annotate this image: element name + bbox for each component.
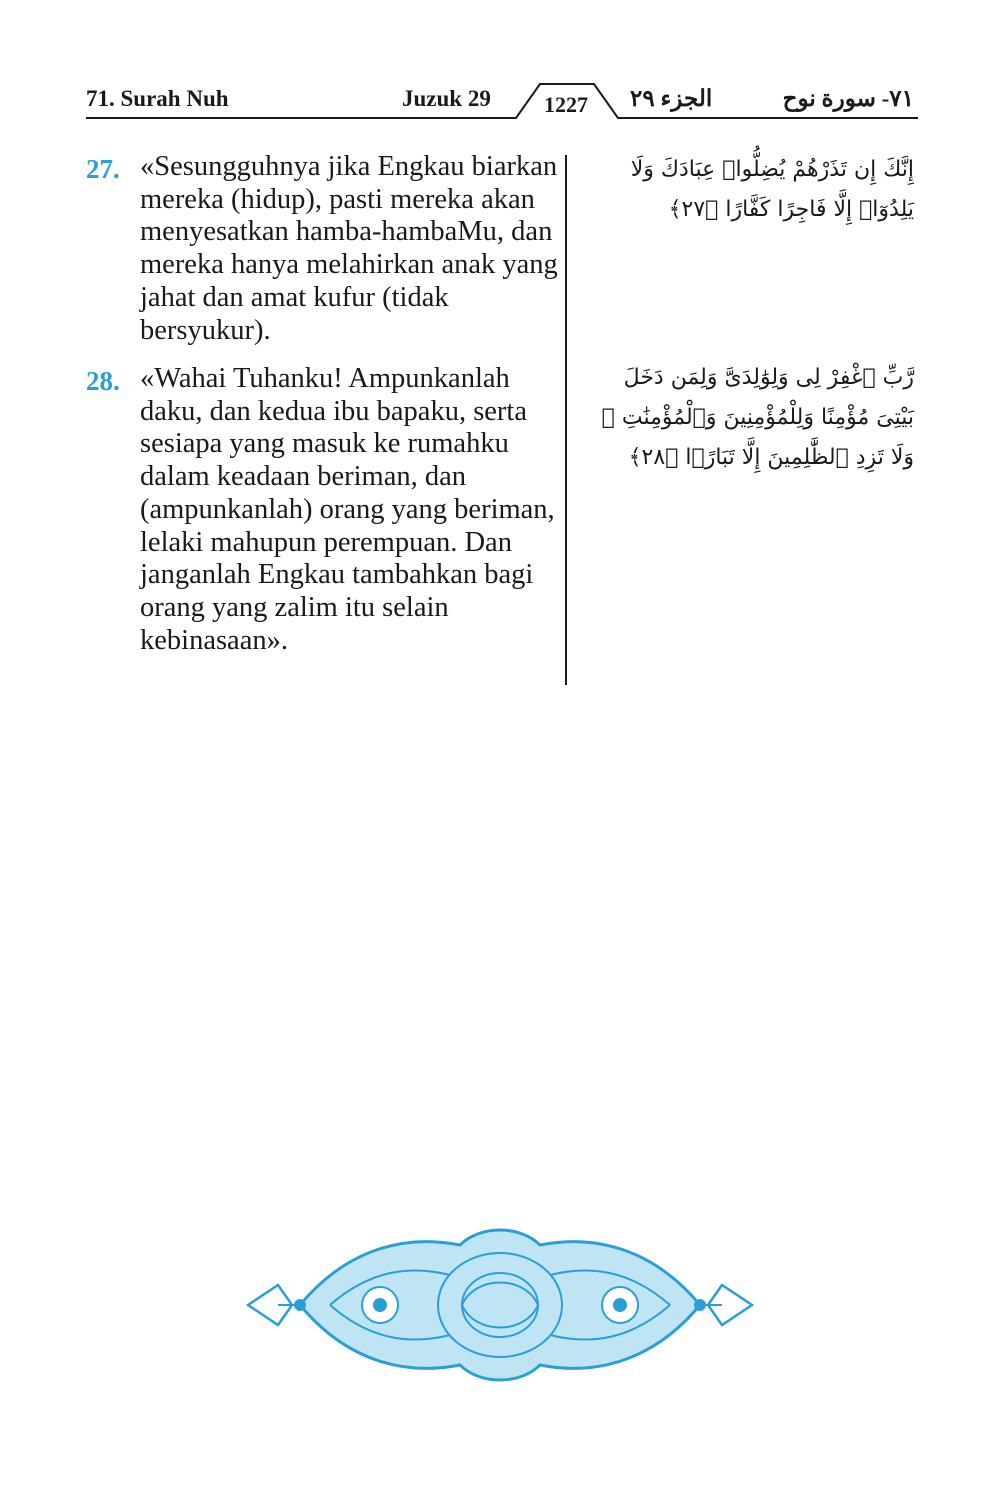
juz-label-arabic: الجزء ٢٩ [630,86,713,111]
verse-translation: «Wahai Tuhanku! Ampunkanlah daku, dan kedua ibu bapaku, serta sesiapa yang masuk ke rumahku dalam keadaan beriman, dan (ampunkanlah) orang yang beriman, lelaki mahupun perempuan. Dan janganlah Engkau tambahkan bagi orang yang zalim itu selain kebinasaan». [140,363,555,656]
page-header [0,0,1000,130]
verse-arabic: إِنَّكَ إِن تَذَرْهُمْ يُضِلُّوا۟ عِبَادَكَ وَلَا يَلِدُوٓا۟ إِلَّا فَاجِرًا كَفَّارًا ﴿٢٧﴾ [630,157,914,222]
verse-number: 27. [86,154,120,184]
decorative-ornament [240,1215,760,1395]
surah-title-arabic: ٧١- سورة نوح [782,86,914,111]
surah-title-latin: 71. Surah Nuh [86,86,229,111]
verse-number: 28. [86,366,120,396]
juz-label-latin: Juzuk 29 [402,86,491,111]
column-divider [565,155,567,685]
verse-arabic: رَّبِّ ٱغْفِرْ لِى وَلِوَٰلِدَىَّ وَلِمَن دَخَلَ بَيْتِىَ مُؤْمِنًا وَلِلْمُؤْمِنِينَ وَٱلْمُؤْمِنَٰتِ ۖ وَلَا تَزِدِ ٱلظَّٰلِمِينَ إِلَّا تَبَارًۢا ﴿٢٨﴾ [601,365,914,470]
page-number: 1227 [544,92,588,117]
verse-translation: «Sesungguhnya jika Engkau biarkan mereka (hidup), pasti mereka akan menyesatkan hamba-hambaMu, dan mereka hanya melahirkan anak yang jahat dan amat kufur (tidak bersyukur). [140,151,558,346]
